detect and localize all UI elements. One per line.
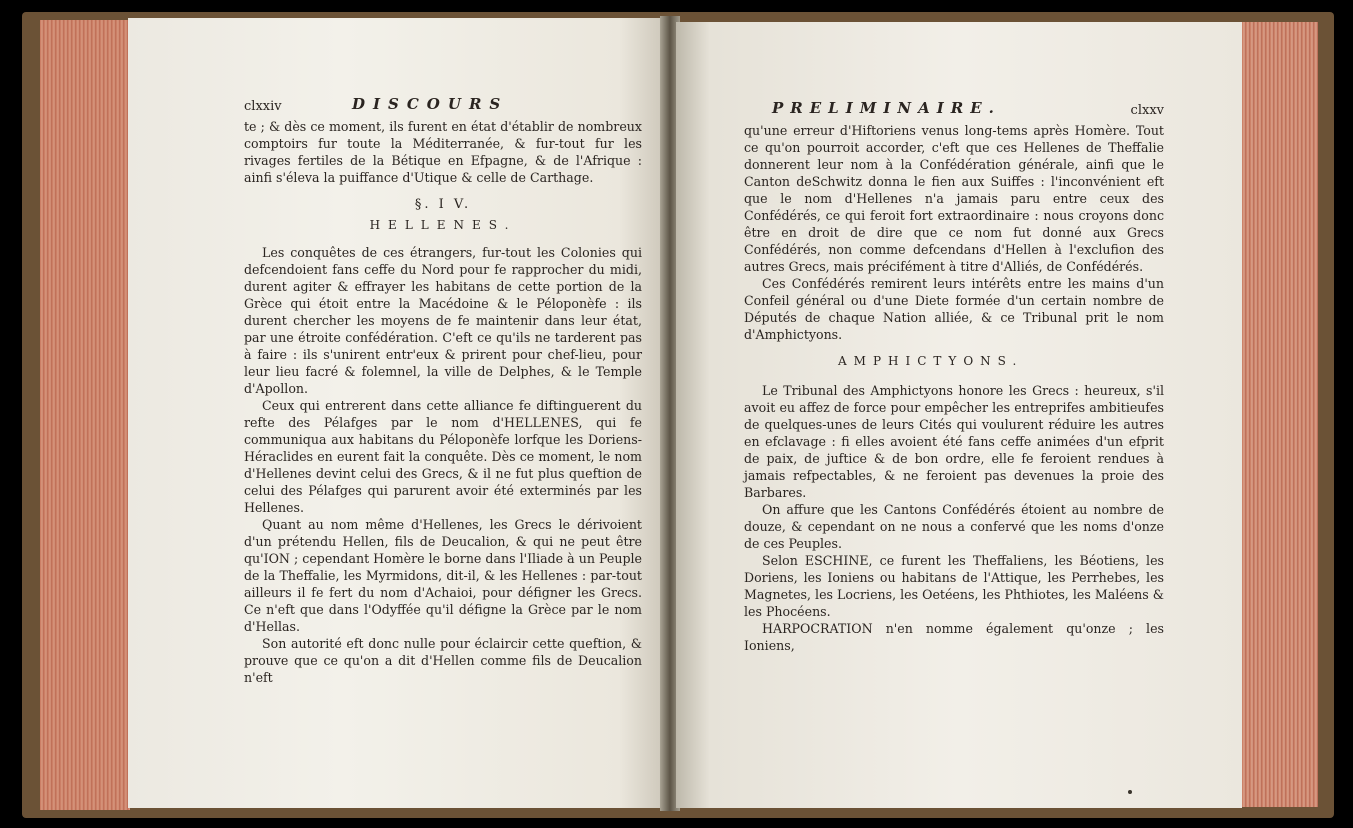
left-paragraph-3: Quant au nom même d'Hellenes, les Grecs le dérivoient d'un prétendu Hellen, fils de Deucalion, & qui ne peut être qu'ION ; cependant Homère le borne dans l'Iliade à un Peuple de la Theffalie, les Myrmidons, dit-il, & les Hellenes : par-tout ailleurs il fe fert du nom d'Achaioi, pour défigner les Grecs. Ce n'eft que dans l'Odyffée qu'il défigne la Grèce par le nom d'Hellas. (244, 517, 642, 634)
right-page (676, 22, 1242, 808)
left-paragraph-1: Les conquêtes de ces étrangers, fur-tout les Colonies qui defcendoient fans ceffe du Nord pour fe rapprocher du midi, durent agiter & effrayer les habitans de cette portion de la Grèce qui étoit entre la Macédoine & le Péloponèfe : ils durent chercher les moyens de fe maintenir dans leur état, par une étroite confédération. C'eft ce qu'ils ne tarderent pas à faire : ils s'unirent entr'eux & prirent pour chef-lieu, pour leur lieu facré & folemnel, la ville de Delphes, & le Temple d'Apollon. (244, 245, 642, 396)
left-header (244, 95, 642, 118)
right-paragraph-3: Le Tribunal des Amphictyons honore les Grecs : heureux, s'il avoit eu affez de force pour empêcher les entreprifes ambitieufes de quelques-unes de leurs Cités qui voulurent réduire les autres en efclavage : fi elles avoient été fans ceffe animées d'un efprit de paix, de juftice & de bon ordre, elle fe feroient rendues à jamais refpectables, & ne feroient pas devenues la proie des Barbares. (744, 383, 1164, 500)
left-paragraph-2: Ceux qui entrerent dans cette alliance fe diftinguerent du refte des Pélafges par le nom d'HELLENES, qui fe communiqua aux habitans du Péloponèfe lorfque les Doriens-Héraclides en eurent fait la conquête. Dès ce moment, le nom d'Hellenes devint celui des Grecs, & il ne fut plus queftion de celui des Pélafges qui parurent avoir été exterminés par les Hellenes. (244, 398, 642, 515)
left-paragraph-intro: te ; & dès ce moment, ils furent en état d'établir de nombreux comptoirs fur toute la Méditerranée, & fur-tout fur les rivages fertiles de la Bétique en Efpagne, & de l'Afrique : ainfi s'éleva la puiffance d'Utique & celle de Carthage. (244, 119, 642, 185)
paper-spot (1128, 790, 1132, 794)
left-paragraph-4: Son autorité eft donc nulle pour éclaircir cette queftion, & prouve que ce qu'on a dit d'Hellen comme fils de Deucalion n'eft (244, 636, 642, 685)
right-section-heading: AMPHICTYONS. (838, 354, 1024, 368)
right-paragraph-6: HARPOCRATION n'en nomme également qu'onze ; les Ioniens, (744, 621, 1164, 653)
left-section-heading: HELLENES. (369, 218, 517, 232)
right-page-number: clxxv (1130, 103, 1164, 118)
left-page (128, 18, 662, 808)
right-paragraph-5: Selon ESCHINE, ce furent les Theffaliens, les Béotiens, les Doriens, les Ioniens ou habitans de l'Attique, les Perrhebes, les Magnetes, les Locriens, les Oetéens, les Phthiotes, les Maléens & les Phocéens. (744, 553, 1164, 619)
left-page-edges (40, 20, 130, 810)
left-running-head: DISCOURS (352, 95, 509, 113)
right-page-edges (1238, 22, 1318, 807)
left-text-block (244, 95, 642, 686)
right-paragraph-4: On affure que les Cantons Confédérés étoient au nombre de douze, & cependant on ne nous a confervé que les noms d'onze de ces Peuples. (744, 502, 1164, 551)
left-section-number: §. I V. (414, 197, 472, 212)
left-page-number: clxxiv (244, 99, 282, 114)
right-text-block (744, 99, 1164, 654)
right-paragraph-1: qu'une erreur d'Hiftoriens venus long-tems après Homère. Tout ce qu'on pourroit accorder, c'eft que ces Hellenes de Theffalie donnerent leur nom à la Confédération générale, ainfi que le Canton deSchwitz donna le fien aux Suiffes : l'inconvénient eft que le nom d'Hellenes n'a jamais paru entre ceux des Confédérés, ce qui feroit fort extraordinaire : nous croyons donc être en droit de dire que ce nom fut donné aux Grecs Confédérés, non comme defcendans d'Hellen à l'exclufion des autres Grecs, mais précifément à titre d'Alliés, de Confédérés. (744, 123, 1164, 274)
right-paragraph-2: Ces Confédérés remirent leurs intérêts entre les mains d'un Confeil général ou d'une Diete formée d'un certain nombre de Députés de chaque Nation alliée, & ce Tribunal prit le nom d'Amphictyons. (744, 276, 1164, 342)
right-running-head: PRELIMINAIRE. (772, 99, 1001, 117)
right-header (744, 99, 1164, 122)
